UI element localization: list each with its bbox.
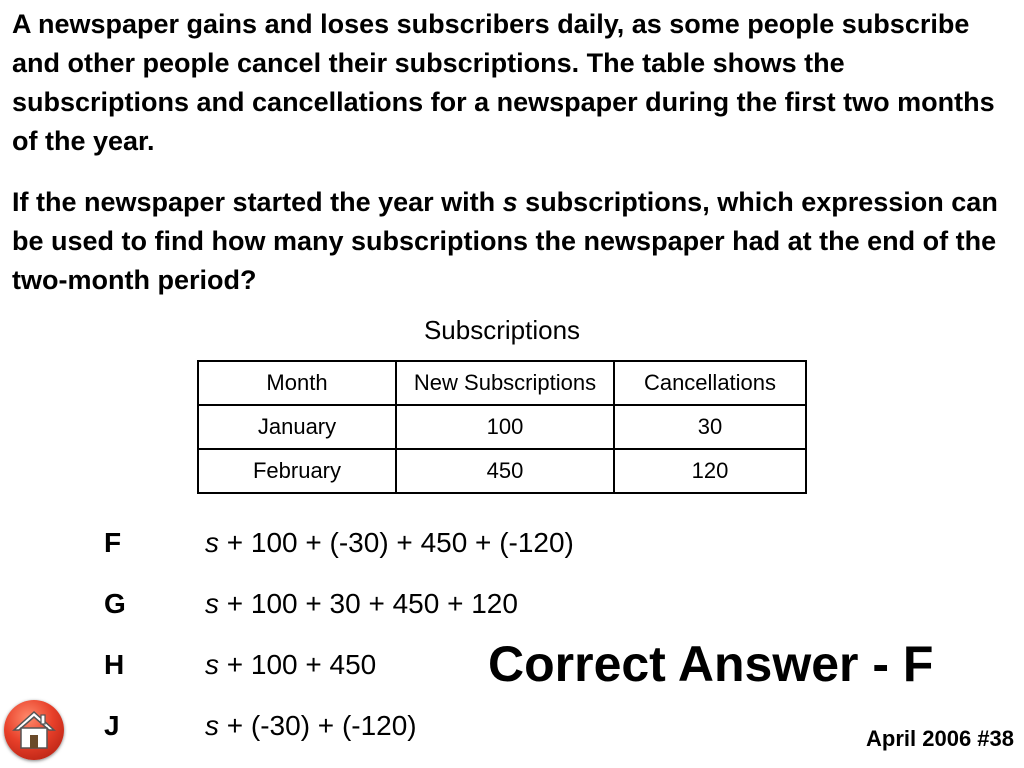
- option-letter: J: [104, 710, 120, 741]
- header-month: Month: [198, 361, 396, 405]
- variable-s: s: [205, 527, 219, 558]
- source-label: April 2006 #38: [866, 726, 1014, 751]
- question-paragraph-1: A newspaper gains and loses subscribers daily, as some people subscribe and other people cancel their subscriptions. The table shows the subscriptions and cancellations for a newspaper during the first two months of the year.: [12, 9, 995, 156]
- subscriptions-table: [197, 360, 807, 494]
- variable-s: s: [205, 588, 219, 619]
- cell-cancellations: 30: [614, 405, 806, 449]
- option-expression: [205, 523, 574, 563]
- table-row: [198, 449, 806, 493]
- expression-terms: + 100 + 30 + 450 + 120: [219, 588, 518, 619]
- table-row: [198, 405, 806, 449]
- question-text-after: subscriptions, which expression can be used to find how many subscriptions the newspaper had at the end of the two-month period?: [12, 187, 998, 295]
- option-letter: H: [104, 649, 125, 680]
- header-new-subscriptions: New Subscriptions: [396, 361, 614, 405]
- expression-terms: + 100 + (-30) + 450 + (-120): [219, 527, 574, 558]
- variable-s: s: [502, 187, 518, 217]
- home-button[interactable]: [4, 700, 64, 760]
- variable-s: s: [205, 710, 219, 741]
- option-f: [0, 523, 700, 563]
- cell-new-subscriptions: 100: [396, 405, 614, 449]
- table-header-row: [198, 361, 806, 405]
- home-icon: [12, 709, 56, 751]
- option-expression: [205, 706, 417, 746]
- correct-answer-label: Correct Answer - F: [488, 636, 934, 692]
- question-text-before: If the newspaper started the year with: [12, 187, 503, 217]
- option-g: [0, 584, 700, 624]
- cell-month: February: [198, 449, 396, 493]
- cell-new-subscriptions: 450: [396, 449, 614, 493]
- option-j: [0, 706, 700, 746]
- variable-s: s: [205, 649, 219, 680]
- option-expression: [205, 584, 518, 624]
- question-paragraph-2: [12, 183, 1012, 300]
- expression-terms: + 100 + 450: [219, 649, 377, 680]
- table-title: Subscriptions: [423, 315, 581, 345]
- expression-terms: + (-30) + (-120): [219, 710, 417, 741]
- header-cancellations: Cancellations: [614, 361, 806, 405]
- option-letter: F: [104, 527, 122, 558]
- option-letter: G: [104, 588, 126, 619]
- cell-cancellations: 120: [614, 449, 806, 493]
- cell-month: January: [198, 405, 396, 449]
- option-expression: [205, 645, 376, 685]
